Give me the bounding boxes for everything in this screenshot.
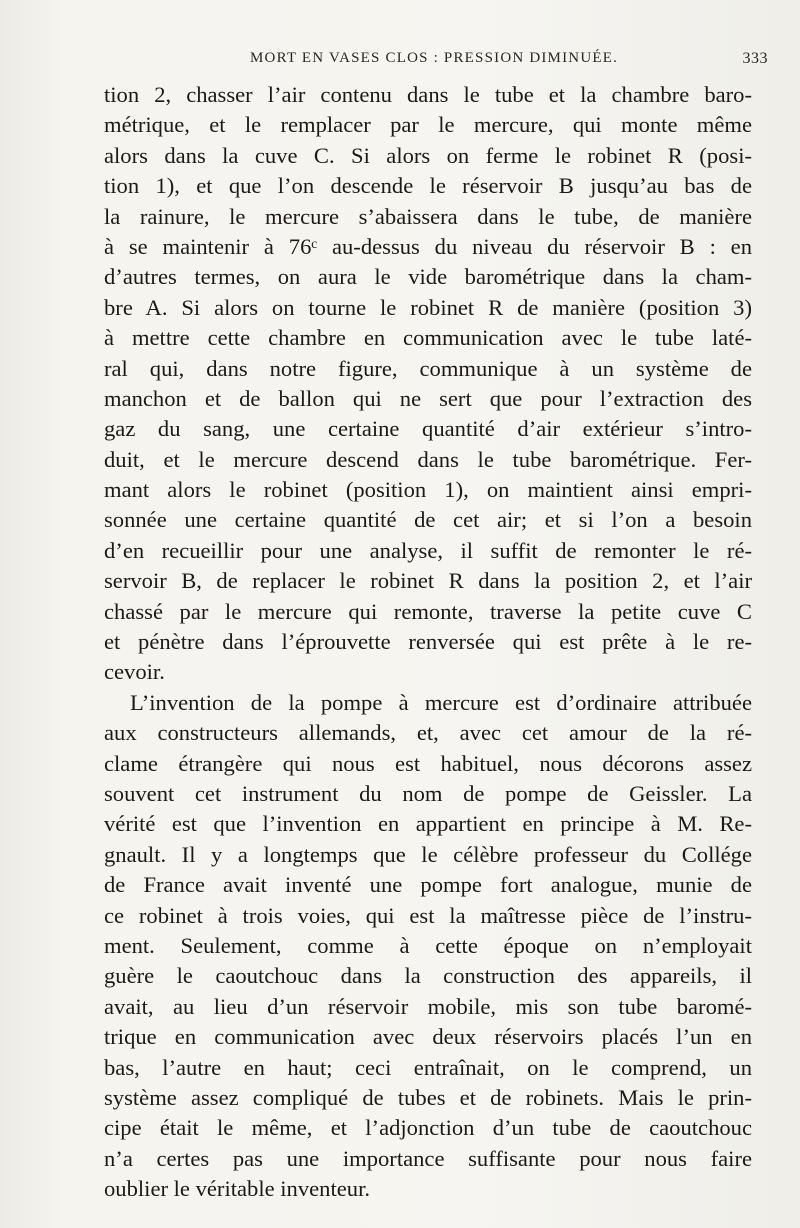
text-line: d’autres termes, on aura le vide barométrique dans la cham- [104, 264, 752, 290]
paragraph-2 [104, 688, 752, 1205]
text-line: gnault. Il y a longtemps que le célèbre professeur du Collége [104, 841, 752, 867]
text-line: n’a certes pas une importance suffisante pour nous faire [104, 1145, 752, 1171]
text-line: souvent cet instrument du nom de pompe de Geissler. La [104, 780, 752, 806]
text-line: oublier le véritable inventeur. [104, 1176, 371, 1202]
text-line: ce robinet à trois voies, qui est la maîtresse pièce de l’instru- [104, 902, 752, 928]
text-line: mant alors le robinet (position 1), on maintient ainsi empri- [104, 477, 752, 503]
text-line: avait, au lieu d’un réservoir mobile, mis son tube baromé- [104, 993, 752, 1019]
body-text [104, 80, 752, 1204]
text-line: ral qui, dans notre figure, communique à un système de [104, 355, 752, 381]
text-line: bas, l’autre en haut; ceci entraînait, on le comprend, un [104, 1054, 752, 1080]
text-line: duit, et le mercure descend dans le tube barométrique. Fer- [104, 446, 752, 472]
text-line: à mettre cette chambre en communication avec le tube laté- [104, 325, 752, 351]
text-line: cevoir. [104, 659, 165, 685]
text-line: clame étrangère qui nous est habituel, nous décorons assez [104, 750, 752, 776]
text-line: tion 2, chasser l’air contenu dans le tube et la chambre baro- [104, 82, 752, 107]
text-line: système assez compliqué de tubes et de robinets. Mais le prin- [104, 1084, 752, 1110]
paragraph-1 [104, 80, 752, 688]
text-line: à se maintenir à 76ᶜ au-dessus du niveau du réservoir B : en [104, 233, 752, 259]
text-line: sonnée une certaine quantité de cet air; et si l’on a besoin [104, 507, 752, 533]
text-line: servoir B, de replacer le robinet R dans la position 2, et l’air [104, 568, 752, 594]
text-line: la rainure, le mercure s’abaissera dans le tube, de manière [104, 203, 752, 229]
text-line: et pénètre dans l’éprouvette renversée qui est prête à le re- [104, 629, 752, 655]
running-title: MORT EN VASES CLOS : PRESSION DIMINUÉE. [250, 50, 619, 66]
text-line: gaz du sang, une certaine quantité d’air extérieur s’intro- [104, 416, 752, 442]
text-line: bre A. Si alors on tourne le robinet R de manière (position 3) [104, 294, 752, 320]
text-line: manchon et de ballon qui ne sert que pour l’extraction des [104, 385, 752, 411]
text-line: métrique, et le remplacer par le mercure, qui monte même [104, 112, 752, 138]
text-line: cipe était le même, et l’adjonction d’un tube de caoutchouc [104, 1115, 752, 1141]
page-header [100, 46, 768, 72]
text-line: trique en communication avec deux réservoirs placés l’un en [104, 1024, 752, 1050]
text-line: ment. Seulement, comme à cette époque on n’employait [104, 932, 752, 958]
text-line: L’invention de la pompe à mercure est d’ordinaire attribuée [130, 689, 752, 715]
text-line: tion 1), et que l’on descende le réservoir B jusqu’au bas de [104, 173, 752, 199]
text-line: guère le caoutchouc dans la construction des appareils, il [104, 963, 752, 989]
page-number: 333 [742, 50, 768, 67]
text-line: vérité est que l’invention en appartient en principe à M. Re- [104, 811, 752, 837]
text-line: aux constructeurs allemands, et, avec cet amour de la ré- [104, 720, 752, 746]
text-line: chassé par le mercure qui remonte, traverse la petite cuve C [104, 598, 752, 624]
text-line: d’en recueillir pour une analyse, il suffit de remonter le ré- [104, 537, 752, 563]
text-line: de France avait inventé une pompe fort analogue, munie de [104, 872, 752, 898]
text-line: alors dans la cuve C. Si alors on ferme le robinet R (posi- [104, 142, 752, 168]
